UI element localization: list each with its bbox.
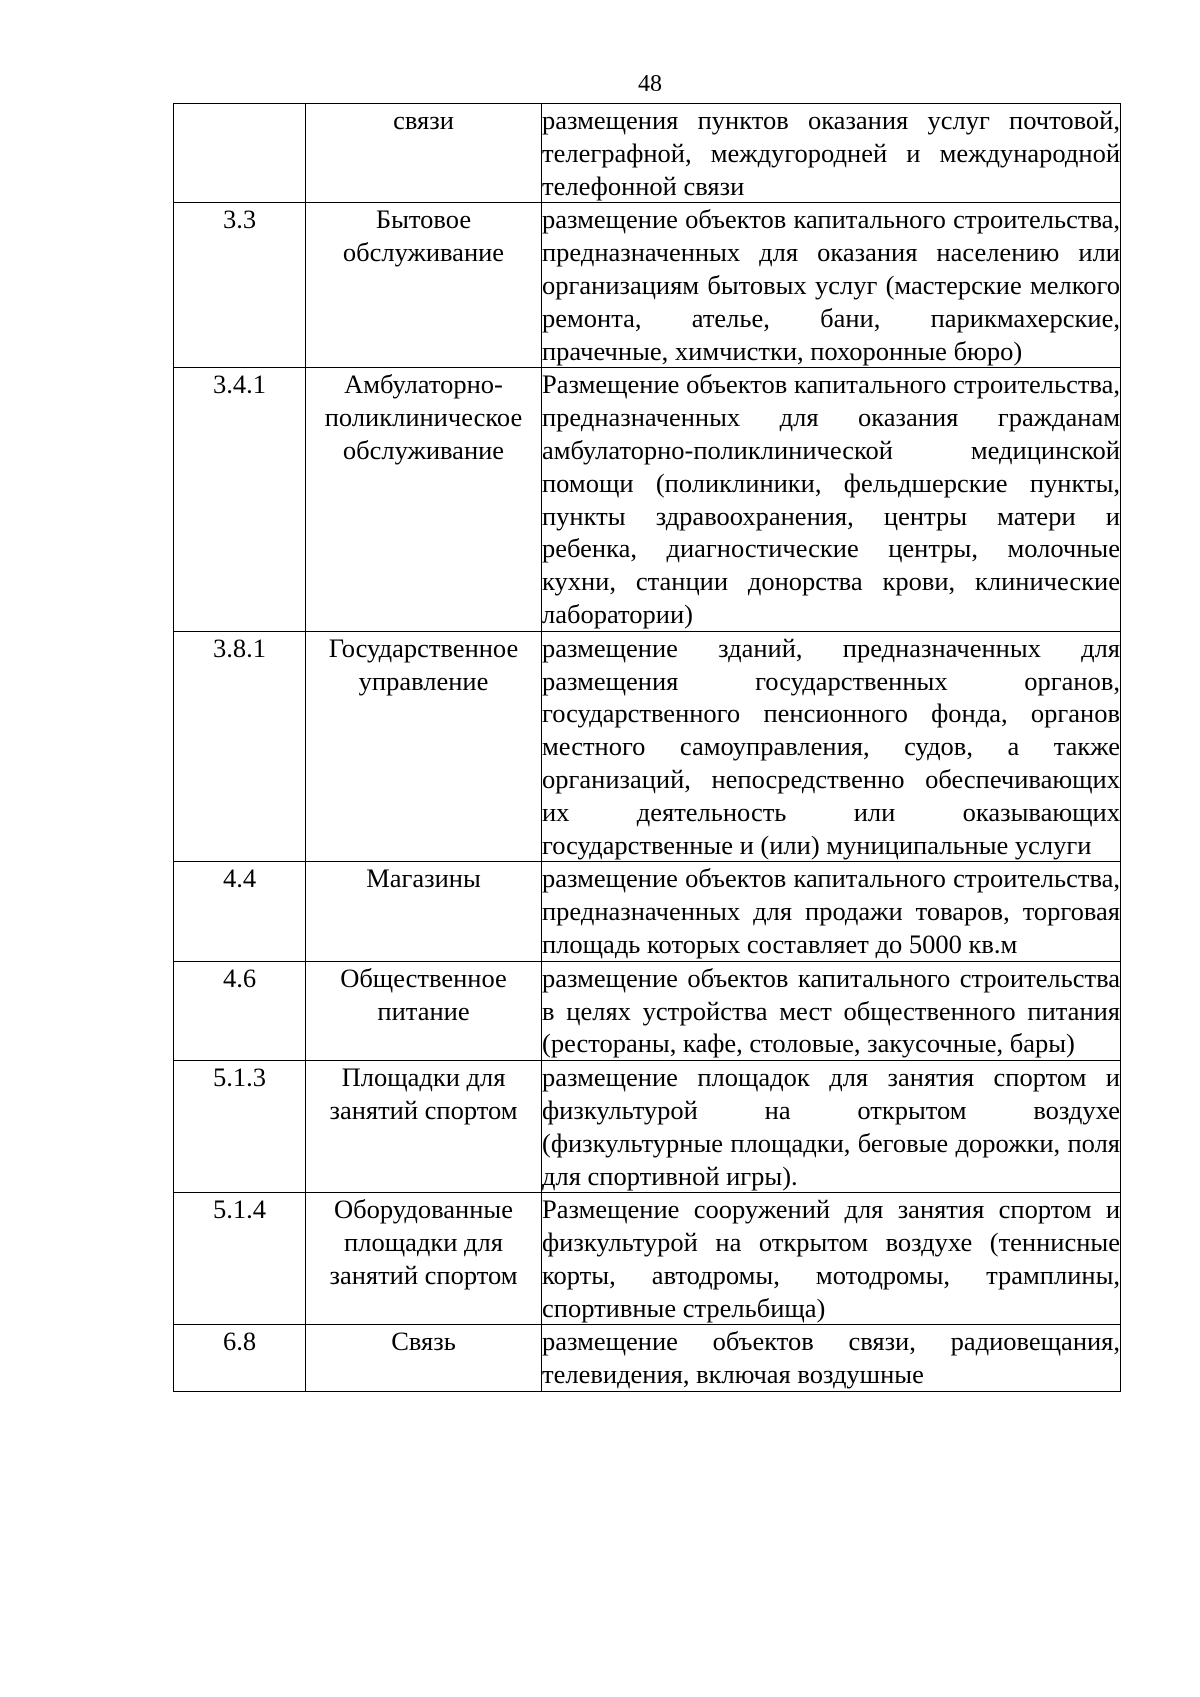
row-name: связи bbox=[306, 104, 542, 203]
table-row bbox=[174, 104, 1121, 203]
row-code: 3.3 bbox=[174, 203, 306, 368]
table-row bbox=[174, 368, 1121, 631]
row-description: размещение объектов капитального строительства, предназначенных для продажи товаров, торговая площадь которых составляет до 5000 кв.м bbox=[542, 862, 1121, 961]
row-code: 3.4.1 bbox=[174, 368, 306, 631]
row-code: 4.6 bbox=[174, 961, 306, 1060]
table-row bbox=[174, 1061, 1121, 1193]
row-description: размещение объектов капитального строительства, предназначенных для оказания населению или организациям бытовых услуг (мастерские мелкого ремонта, ателье, бани, парикмахерские, прачечные, химчистки, похоронные бюро) bbox=[542, 203, 1121, 368]
table-row bbox=[174, 862, 1121, 961]
row-code: 5.1.4 bbox=[174, 1193, 306, 1325]
table-row bbox=[174, 1193, 1121, 1325]
row-description: Размещение сооружений для занятия спортом и физкультурой на открытом воздухе (теннисные корты, автодромы, мотодромы, трамплины, спортивные стрельбища) bbox=[542, 1193, 1121, 1325]
row-code bbox=[174, 104, 306, 203]
row-name: Магазины bbox=[306, 862, 542, 961]
row-code: 4.4 bbox=[174, 862, 306, 961]
land-use-table bbox=[173, 103, 1121, 1392]
table-row bbox=[174, 1325, 1121, 1392]
row-name: Бытовое обслуживание bbox=[306, 203, 542, 368]
row-code: 6.8 bbox=[174, 1325, 306, 1392]
row-name: Площадки для занятий спортом bbox=[306, 1061, 542, 1193]
row-name: Государственное управление bbox=[306, 631, 542, 862]
row-name: Связь bbox=[306, 1325, 542, 1392]
table-row bbox=[174, 961, 1121, 1060]
page-number: 48 bbox=[638, 71, 662, 97]
row-description: размещение площадок для занятия спортом и физкультурой на открытом воздухе (физкультурные площадки, беговые дорожки, поля для спортивной игры). bbox=[542, 1061, 1121, 1193]
table-row bbox=[174, 631, 1121, 862]
row-description: размещение зданий, предназначенных для размещения государственных органов, государственного пенсионного фонда, органов местного самоуправления, судов, а также организаций, непосредственно обеспечивающих их деятельность или оказывающих государственные и (или) муниципальные услуги bbox=[542, 631, 1121, 862]
row-description: Размещение объектов капитального строительства, предназначенных для оказания гражданам амбулаторно-поликлинической медицинской помощи (поликлиники, фельдшерские пункты, пункты здравоохранения, центры матери и ребенка, диагностические центры, молочные кухни, станции донорства крови, клинические лаборатории) bbox=[542, 368, 1121, 631]
row-description: размещение объектов связи, радиовещания, телевидения, включая воздушные bbox=[542, 1325, 1121, 1392]
row-name: Амбулаторно-поликлиническое обслуживание bbox=[306, 368, 542, 631]
row-name: Общественное питание bbox=[306, 961, 542, 1060]
row-code: 5.1.3 bbox=[174, 1061, 306, 1193]
row-description: размещение объектов капитального строительства в целях устройства мест общественного питания (рестораны, кафе, столовые, закусочные, бары) bbox=[542, 961, 1121, 1060]
row-name: Оборудованные площадки для занятий спортом bbox=[306, 1193, 542, 1325]
row-description: размещения пунктов оказания услуг почтовой, телеграфной, междугородней и международной телефонной связи bbox=[542, 104, 1121, 203]
row-code: 3.8.1 bbox=[174, 631, 306, 862]
table-row bbox=[174, 203, 1121, 368]
